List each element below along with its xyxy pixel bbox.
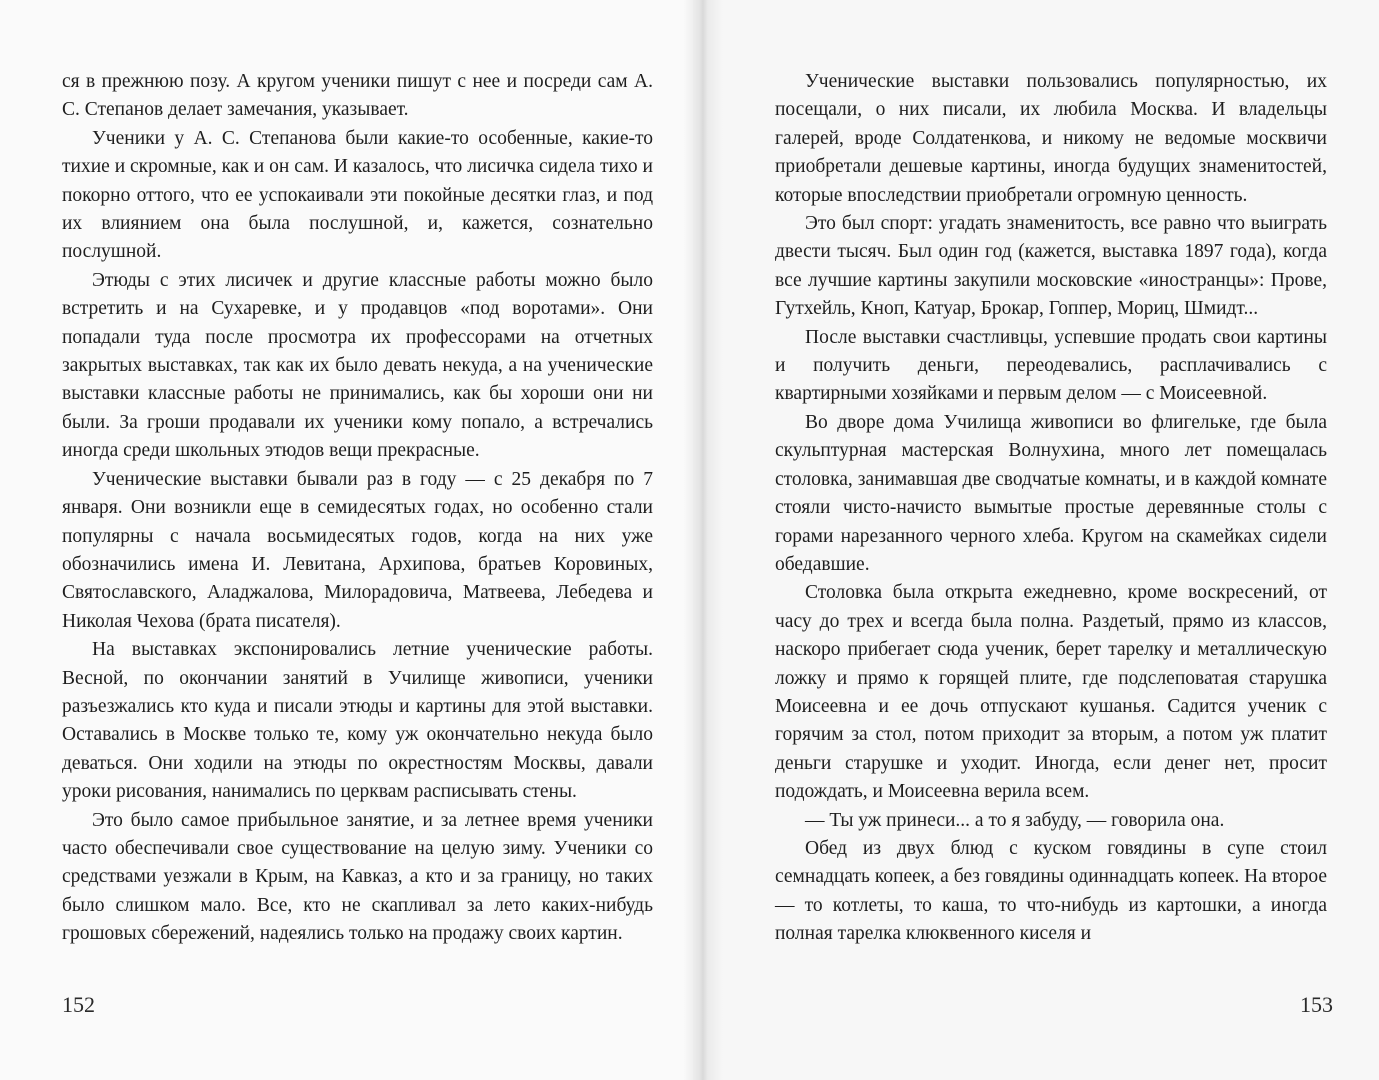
paragraph: — Ты уж принеси... а то я забуду, — говорила она. (805, 809, 1225, 831)
right-page-text (775, 68, 1327, 949)
paragraph: Этюды с этих лисичек и другие классные работы можно было встретить и на Сухаревке, и у продавцов «под воротами». Они попадали туда после просмотра их профессорами на отчетных закрытых выставках, так как их было девать некуда, а на ученические выставки классные работы не принимались, как бы хороши они ни были. За гроши продавали их ученики кому попало, а встречались иногда среди школьных этюдов вещи прекрасные. (62, 269, 653, 462)
page-number-left: 152 (62, 992, 95, 1017)
paragraph: Это был спорт: угадать знаменитость, все равно что выиграть двести тысяч. Был один год (кажется, выставка 1897 года), когда все лучшие картины закупили московские «иностранцы»: Прове, Гутхейль, Кноп, Катуар, Брокар, Гоппер, Мориц, Шмидт... (775, 213, 1327, 320)
page-number-right: 153 (1300, 992, 1333, 1017)
paragraph: На выставках экспонировались летние ученические работы. Весной, по окончании занятий в Училище живописи, ученики разъезжались кто куда и писали этюды и картины для этой выставки. Оставались в Москве только те, кому уж окончательно некуда было деваться. Они ходили на этюды по окрестностям Москвы, давали уроки рисования, нанимались по церквам расписывать стены. (62, 639, 653, 803)
paragraph: Во дворе дома Училища живописи во флигельке, где была скульптурная мастерская Волнухина, много лет помещалась столовка, занимавшая две сводчатые комнаты, и в каждой комнате стояли чисто-начисто вымытые простые деревянные столы с горами нарезанного черного хлеба. Кругом на скамейках сидели обедавшие. (775, 411, 1327, 575)
paragraph: Ученические выставки пользовались популярностью, их посещали, о них писали, их любила Москва. И владельцы галерей, вроде Солдатенкова, и никому не ведомые москвичи приобретали дешевые картины, иногда будущих знаменитостей, которые впоследствии приобретали огромную ценность. (775, 71, 1327, 206)
paragraph: ся в прежнюю позу. А кругом ученики пишут с нее и посреди сам А. С. Степанов делает замечания, указывает. (62, 71, 653, 121)
paragraph: Ученики у А. С. Степанова были какие-то особенные, какие-то тихие и скромные, как и он сам. И казалось, что лисичка сидела тихо и покорно оттого, что ее успокаивали эти покойные десятки глаз, и под их влиянием она была послушной, и, кажется, сознательно послушной. (62, 127, 653, 263)
paragraph: Обед из двух блюд с куском говядины в супе стоил семнадцать копеек, а без говядины одиннадцать копеек. На второе — то котлеты, то каша, то что-нибудь из картошки, а иногда полная тарелка клюквенного киселя и (775, 837, 1327, 945)
left-page-text (62, 68, 653, 949)
paragraph: После выставки счастливцы, успевшие продать свои картины и получить деньги, переодевались, расплачивались с квартирными хозяйками и первым делом — с Моисеевной. (775, 326, 1327, 405)
paragraph: Это было самое прибыльное занятие, и за летнее время ученики часто обеспечивали свое существование на целую зиму. Ученики со средствами уезжали в Крым, на Кавказ, а кто и за границу, но таких было слишком мало. Все, кто не скапливал за лето каких-нибудь грошовых сбережений, надеялись только на продажу своих картин. (62, 809, 653, 945)
paragraph: Столовка была открыта ежедневно, кроме воскресений, от часу до трех и всегда была полна. Раздетый, прямо из классов, наскоро прибегает сюда ученик, берет тарелку и металлическую ложку и прямо к горящей плите, где подслеповатая старушка Моисеевна и ее дочь отпускают кушанья. Садится ученик с горячим за стол, потом приходит за вторым, а потом уж платит деньги старушке и уходит. Иногда, если денег нет, просит подождать, и Моисеевна верила всем. (775, 582, 1327, 803)
right-page (693, 0, 1379, 1080)
paragraph: Ученические выставки бывали раз в году — с 25 декабря по 7 января. Они возникли еще в семидесятых годах, но особенно стали популярны с начала восьмидесятых годов, когда на них уже обозначились имена И. Левитана, Архипова, братьев Коровиных, Святославского, Аладжалова, Милорадовича, Матвеева, Лебедева и Николая Чехова (брата писателя). (62, 468, 653, 632)
